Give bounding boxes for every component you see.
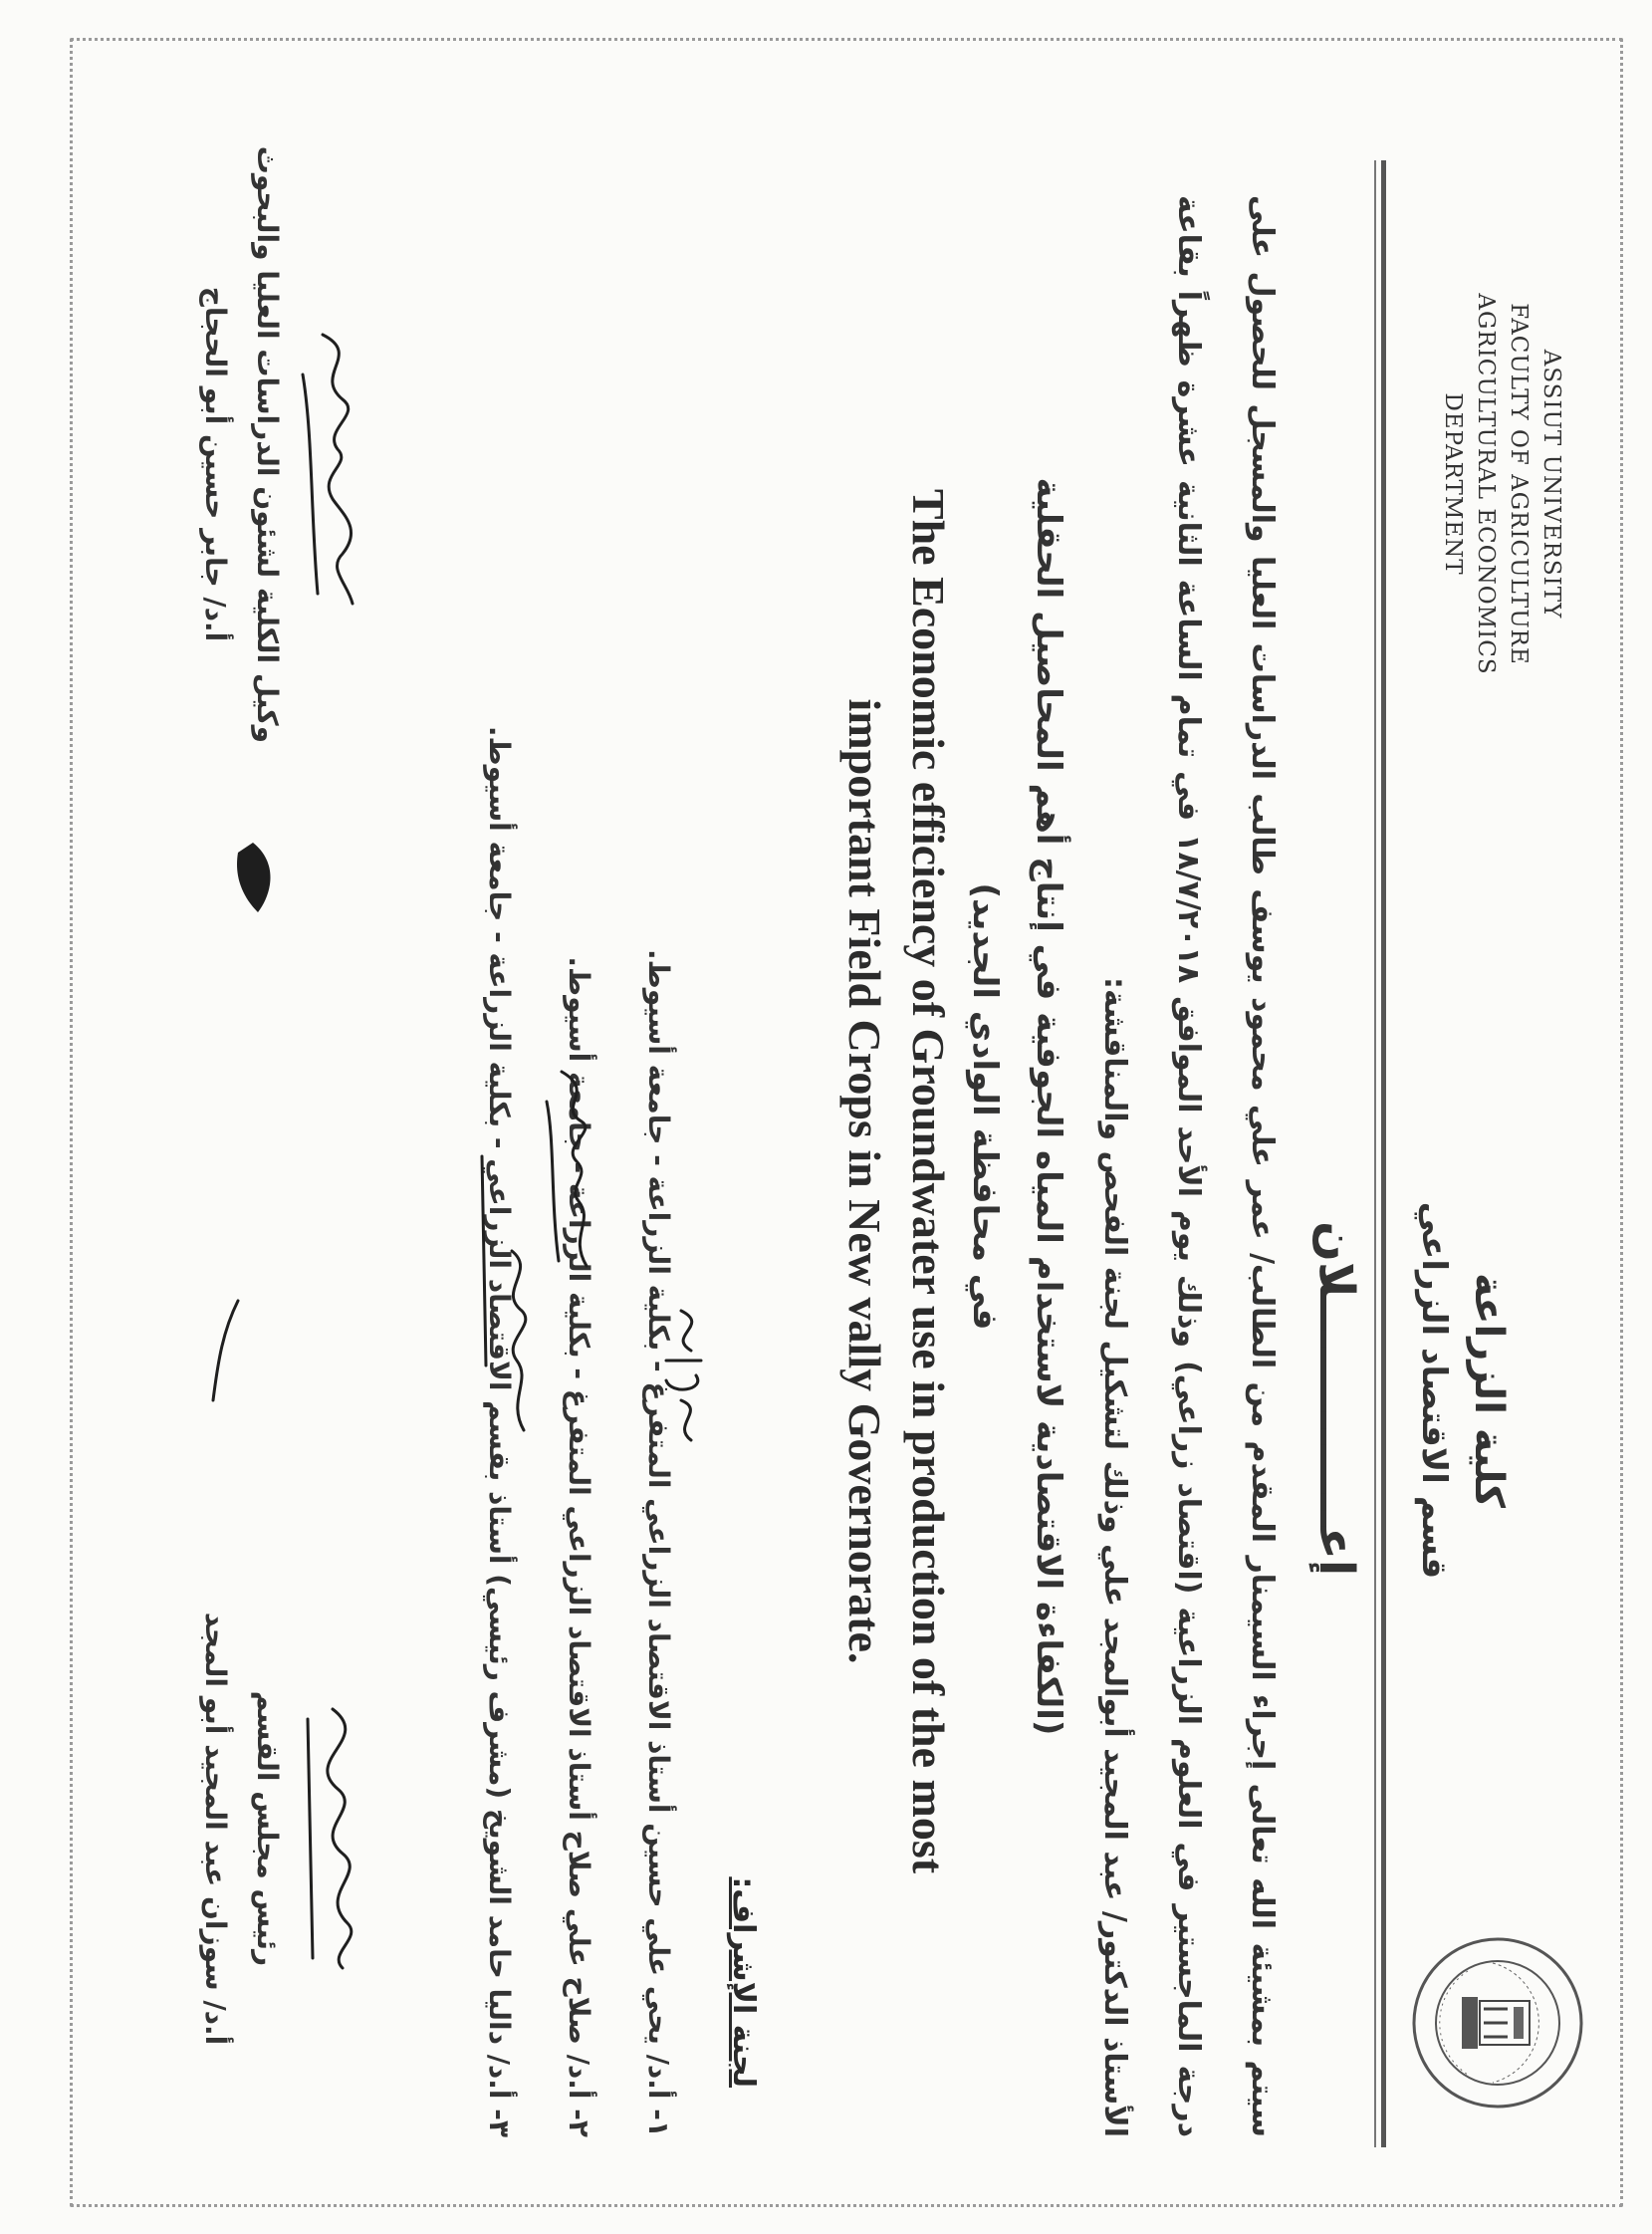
thesis-title-ar: (الكفاءة الاقتصادية لاستخدام المياه الجوفية في إنتاج أهم المحاصيل الحقلية: [1029, 477, 1068, 1736]
announcement-body: سيتم بمشيئة الله تعالى إجراء السيمنار المقدم من الطالب/ عمر علي محمود يوسف طالب الدراسات العليا والمسجل للحصول على درجة الماجستير في العلوم الزراعية (اقتصاد زراعي) وذلك يوم الأحد الموافق ١٨/٧/٢٠١٨ في تمام الساعة الثانية عشرة ظهراً بقاعة الأستاذ الدكتور/ عبد المجيد أبوالمجد علي وذلك لتشكيل لجنة الفحص والمناقشة:: [1097, 195, 1280, 2137]
vice-dean-name: أ.د/ جابر حسين أبو الحجاج: [199, 286, 232, 642]
header-rule: [1381, 160, 1386, 2147]
committee-member-1: ١- أ.د/ يحي علي حسين أستاذ الاقتصاد الزراعي المتفرغ - بكلية الزراعة - جامعة أسيوط.: [642, 949, 675, 2137]
handwritten-signature-vice-dean: [293, 315, 382, 614]
university-header-en: [1436, 175, 1567, 793]
vice-dean-signature-block: [189, 145, 382, 743]
committee-member-3: ٣- أ.د/ داليا حامد الشويخ (مشرف رئيسي) أستاذ بقسم الاقتصاد الزراعي - بكلية الزراعة - جامعة أسيوط.: [483, 725, 516, 2137]
thesis-title-ar-line-2: في محافظة الوادي الجديد): [965, 882, 1005, 1331]
header-line-university: ASSIUT UNIVERSITY: [1538, 349, 1564, 620]
header-rule-thin: [1374, 160, 1376, 2147]
thesis-title-en-line-1: The Economic efficiency of Groundwater use in production of the most: [903, 488, 954, 1874]
faculty-header-ar: [1408, 1181, 1518, 1600]
faculty-name-ar: كلية الزراعة: [1466, 1272, 1512, 1509]
header-line-department: AGRICULTURAL ECONOMICS: [1473, 293, 1499, 675]
ink-mark: [223, 823, 283, 932]
department-head-title: رئيس مجلس القسم: [251, 1690, 284, 1967]
department-head-name: أ.د/ سوزان عبد المجيد أبو المجد: [199, 1612, 232, 2046]
department-name-ar: قسم الاقتصاد الزراعي: [1414, 1201, 1454, 1580]
committee-member-2: ٢- أ.د/ صلاح علي صلاح أستاذ الاقتصاد الزراعي المتفرغ - بكلية الزراعة - جامعة أسيوط.: [563, 956, 595, 2137]
department-head-signature-block: [189, 1570, 382, 2088]
ink-mark-small: [203, 1291, 253, 1410]
header-line-faculty: FACULTY OF AGRICULTURE: [1506, 303, 1532, 665]
thesis-title-en-line-2: important Field Crops in New vally Governorate.: [839, 698, 890, 1664]
committee-label: لجنة الإشراف:: [726, 1876, 761, 2088]
handwritten-date-note: [651, 1301, 721, 1450]
announcement-title: إعــــــــــــــلان: [1308, 1221, 1364, 1577]
header-line-department-2: DEPARTMENT: [1440, 392, 1466, 576]
thesis-title-en: [832, 295, 960, 2068]
letter-page: [114, 66, 1597, 2187]
handwritten-signature-department-head: [293, 1679, 382, 1978]
vice-dean-title: وكيل الكلية لشئون الدراسات العليا والبحوث: [251, 145, 284, 743]
handwritten-underline: [462, 1151, 502, 1370]
university-seal-logo: [1408, 1933, 1587, 2112]
